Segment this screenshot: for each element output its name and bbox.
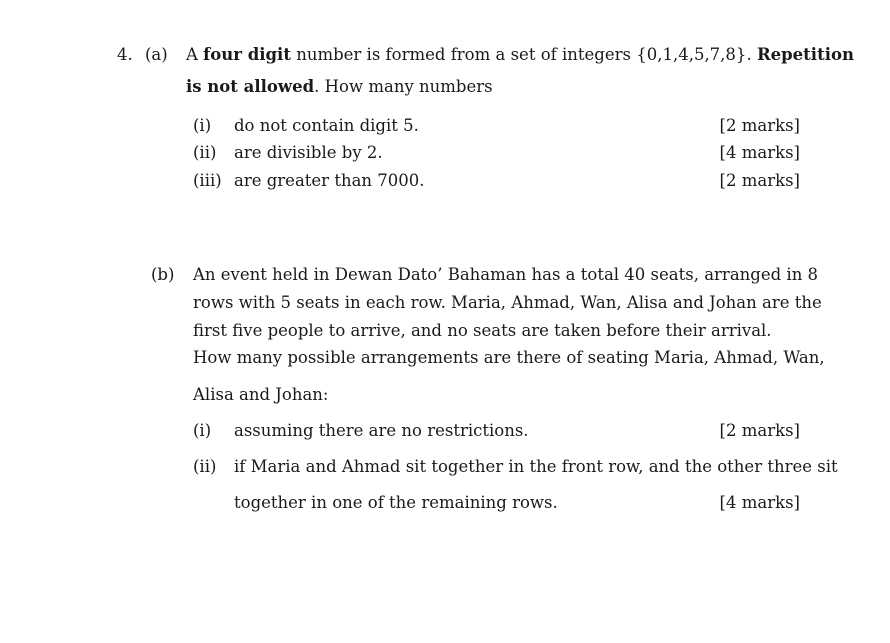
part-a-item-text: are greater than 7000. xyxy=(234,171,425,190)
part-b-item-marks: [2 marks] xyxy=(719,421,800,440)
part-b-item-marks: [4 marks] xyxy=(719,493,800,512)
intro-bold-not-allowed: is not allowed xyxy=(186,77,315,96)
integer-set: {0,1,4,5,7,8} xyxy=(636,45,747,64)
part-a-item-marks: [2 marks] xyxy=(719,171,800,190)
intro-text: . xyxy=(746,45,757,64)
part-b-item-roman: (i) xyxy=(193,421,212,440)
intro-text: number is formed from a set of integers xyxy=(290,45,637,64)
part-a-item-text: do not contain digit 5. xyxy=(234,116,419,135)
part-b-item-text: assuming there are no restrictions. xyxy=(234,421,529,440)
part-b-item-text-continued: together in one of the remaining rows. xyxy=(234,493,558,512)
intro-bold-repetition: Repetition xyxy=(756,45,854,64)
part-b-item-text: if Maria and Ahmad sit together in the front row, and the other three sit xyxy=(234,457,838,476)
part-a-item-marks: [2 marks] xyxy=(719,116,800,135)
part-b-label: (b) xyxy=(151,265,175,284)
part-a-intro-line2 xyxy=(186,76,493,98)
part-b-line: rows with 5 seats in each row. Maria, Ahmad, Wan, Alisa and Johan are the xyxy=(193,293,822,312)
part-a-item-text: are divisible by 2. xyxy=(234,143,383,162)
intro-text: . How many numbers xyxy=(314,77,493,96)
part-b-line: How many possible arrangements are there of seating Maria, Ahmad, Wan, xyxy=(193,348,825,367)
part-a-intro-line1 xyxy=(186,44,854,66)
part-b-line: first five people to arrive, and no seats are taken before their arrival. xyxy=(193,321,772,340)
part-a-item-roman: (iii) xyxy=(193,171,222,190)
part-a-label: (a) xyxy=(145,45,168,64)
part-b-item-roman: (ii) xyxy=(193,457,217,476)
part-b-line: Alisa and Johan: xyxy=(193,385,329,404)
part-b-line: An event held in Dewan Dato’ Bahaman has a total 40 seats, arranged in 8 xyxy=(193,265,819,284)
intro-bold-four-digit: four digit xyxy=(203,45,291,64)
part-a-item-marks: [4 marks] xyxy=(719,143,800,162)
part-a-item-roman: (ii) xyxy=(193,143,217,162)
part-a-item-roman: (i) xyxy=(193,116,212,135)
question-number: 4. xyxy=(117,45,133,64)
intro-text: A xyxy=(186,45,204,64)
